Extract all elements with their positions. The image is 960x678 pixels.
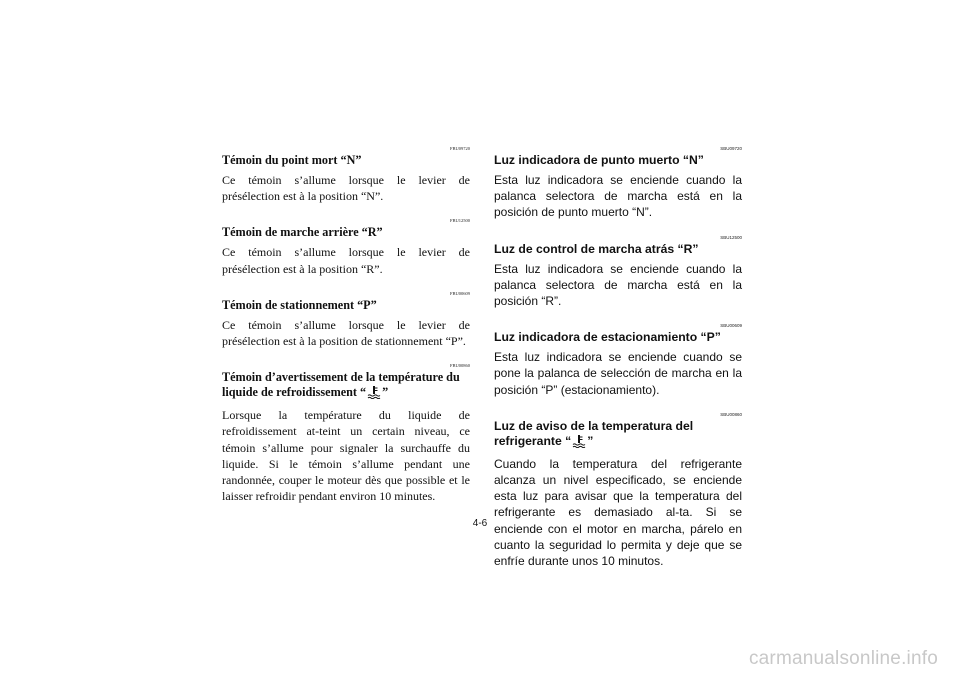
- section-heading: [222, 370, 470, 403]
- heading-suffix: ”: [382, 385, 389, 400]
- section-code: FBU12500: [449, 218, 470, 224]
- section-body: Lorsque la température du liquide de refroidissement at-teint un certain niveau, ce témoin s’allume pour signaler la surchauffe du liquide. Si le témoin s’allume pendant une randonnée, couper le moteur dès que possible et le laisser refroidir pendant environ 10 minutes.: [222, 408, 470, 504]
- section-reverse-fr: [222, 218, 470, 276]
- section-body: Esta luz indicadora se enciende cuando la palanca selectora de marcha está en la posición “R”.: [494, 261, 742, 309]
- section-park-fr: [222, 291, 470, 349]
- section-body: Cuando la temperatura del refrigerante alcanza un nivel especificado, se enciende esta luz para avisar que la temperatura del refrigerante es demasiado al-ta. Si se enciende con el motor en marcha, párelo en cuanto la seguridad lo permita y deje que se enfríe durante unos 10 minutos.: [494, 456, 742, 569]
- heading-suffix: ”: [587, 433, 594, 448]
- page-number: 4-6: [472, 518, 488, 529]
- section-code: FBU00860: [449, 363, 470, 369]
- section-code: SBU12500: [720, 234, 742, 240]
- section-code: SBU00860: [720, 411, 742, 417]
- section-heading: Témoin de marche arrière “R”: [222, 225, 383, 240]
- section-code: SBU09720: [720, 146, 742, 151]
- section-heading: Témoin du point mort “N”: [222, 153, 362, 167]
- section-body: Ce témoin s’allume lorsque le levier de présélection est à la position “R”.: [222, 245, 470, 276]
- spanish-column: [494, 146, 742, 583]
- section-code: SBU00609: [720, 323, 742, 329]
- heading-prefix: Témoin d’avertissement de la température du liquide de refroidissement “: [222, 370, 460, 400]
- section-code: FBU09720: [449, 146, 470, 151]
- section-body: Esta luz indicadora se enciende cuando se pone la palanca de selección de marcha en la posición “P” (estacionamiento).: [494, 350, 742, 397]
- section-heading: Luz de control de marcha atrás “R”: [494, 241, 699, 256]
- section-body: Ce témoin s’allume lorsque le levier de présélection est à la position “N”.: [222, 173, 470, 204]
- section-coolant-fr: [222, 363, 470, 504]
- section-neutral-fr: [222, 146, 470, 204]
- section-body: Esta luz indicadora se enciende cuando la palanca selectora de marcha está en la posición de punto muerto “N”.: [494, 173, 742, 220]
- section-reverse-es: [494, 235, 742, 310]
- section-heading: Témoin de stationnement “P”: [222, 297, 377, 312]
- coolant-temperature-icon: [572, 434, 586, 452]
- section-body: Ce témoin s’allume lorsque le levier de présélection est à la position de stationnement “P”.: [222, 317, 470, 349]
- watermark: carmanualsonline.info: [748, 648, 938, 669]
- section-heading: [494, 419, 742, 452]
- french-column: [222, 146, 470, 518]
- section-coolant-es: [494, 412, 742, 569]
- section-heading: Luz indicadora de estacionamiento “P”: [494, 330, 721, 345]
- section-neutral-es: [494, 146, 742, 221]
- heading-prefix: Luz de aviso de la temperatura del refrigerante “: [494, 418, 694, 448]
- section-park-es: [494, 323, 742, 398]
- section-code: FBU00609: [449, 290, 470, 296]
- coolant-temperature-icon: [367, 385, 381, 403]
- section-heading: Luz indicadora de punto muerto “N”: [494, 153, 704, 167]
